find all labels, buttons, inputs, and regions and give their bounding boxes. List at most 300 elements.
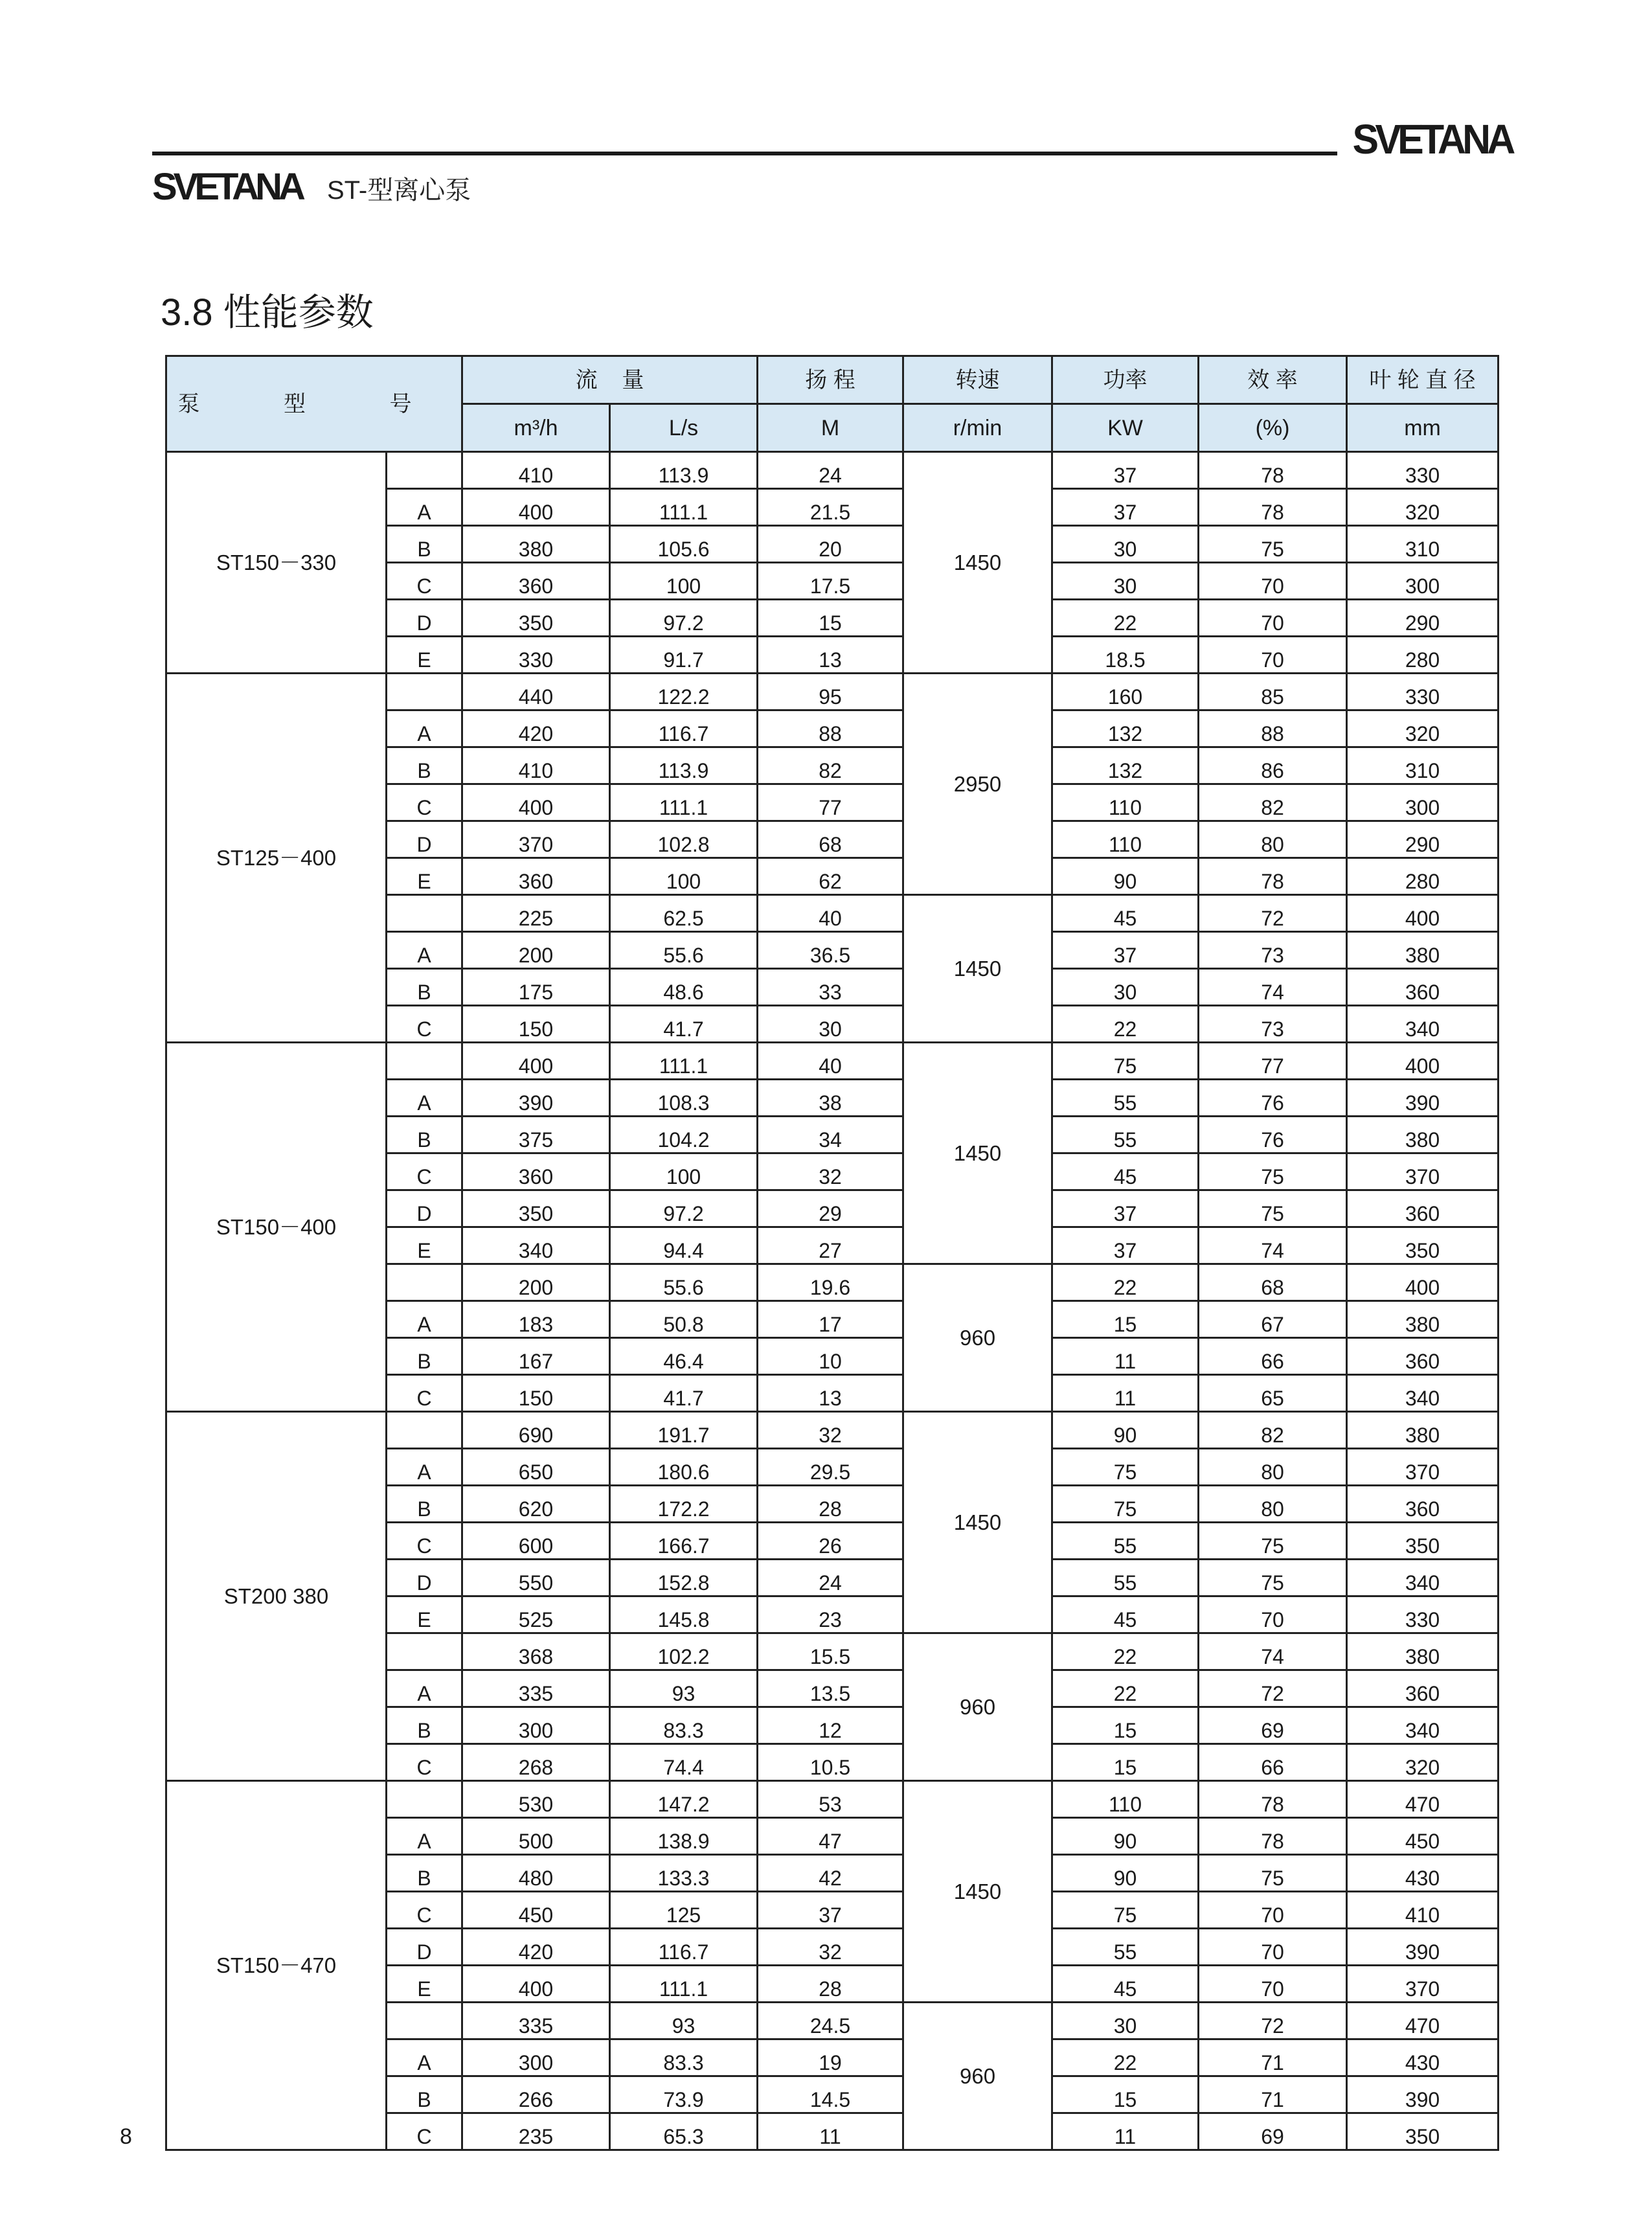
variant-cell: C [387,2113,462,2150]
impeller-cell: 380 [1347,1412,1499,1449]
variant-cell: B [387,969,462,1006]
impeller-cell: 350 [1347,2113,1499,2150]
header-efficiency: 效 率 [1199,356,1347,404]
flow-m3h-cell: 300 [462,1707,610,1744]
efficiency-cell: 70 [1199,1892,1347,1929]
head-cell: 40 [758,895,903,932]
table-row [166,1781,1499,1818]
speed-cell: 1450 [903,1781,1052,2003]
model-name-cell: ST200 380 [166,1412,387,1781]
power-cell: 37 [1052,932,1199,969]
power-cell: 15 [1052,1301,1199,1338]
power-cell: 45 [1052,1966,1199,2003]
power-cell: 30 [1052,2003,1199,2039]
head-cell: 11 [758,2113,903,2150]
flow-ls-cell: 122.2 [610,674,758,710]
flow-m3h-cell: 370 [462,821,610,858]
flow-ls-cell: 147.2 [610,1781,758,1818]
head-cell: 10.5 [758,1744,903,1781]
impeller-cell: 380 [1347,1633,1499,1670]
impeller-cell: 360 [1347,1486,1499,1523]
efficiency-cell: 70 [1199,637,1347,674]
table-row [166,674,1499,710]
impeller-cell: 350 [1347,1227,1499,1264]
head-cell: 32 [758,1412,903,1449]
variant-cell: C [387,563,462,600]
efficiency-cell: 78 [1199,1818,1347,1855]
variant-cell [387,1264,462,1301]
variant-cell: C [387,1375,462,1412]
impeller-cell: 280 [1347,858,1499,895]
power-cell: 30 [1052,563,1199,600]
efficiency-cell: 85 [1199,674,1347,710]
variant-cell: E [387,858,462,895]
impeller-cell: 370 [1347,1449,1499,1486]
flow-ls-cell: 102.8 [610,821,758,858]
variant-cell [387,1781,462,1818]
head-cell: 77 [758,784,903,821]
flow-ls-cell: 138.9 [610,1818,758,1855]
efficiency-cell: 67 [1199,1301,1347,1338]
efficiency-cell: 82 [1199,1412,1347,1449]
flow-m3h-cell: 380 [462,526,610,563]
variant-cell: B [387,2076,462,2113]
variant-cell [387,1412,462,1449]
head-cell: 82 [758,747,903,784]
head-cell: 30 [758,1006,903,1043]
flow-m3h-cell: 150 [462,1006,610,1043]
head-cell: 47 [758,1818,903,1855]
flow-ls-cell: 55.6 [610,1264,758,1301]
power-cell: 11 [1052,2113,1199,2150]
efficiency-cell: 74 [1199,1227,1347,1264]
flow-ls-cell: 111.1 [610,1966,758,2003]
section-title: 3.8 性能参数 [161,291,374,334]
power-cell: 22 [1052,600,1199,637]
variant-cell: B [387,1117,462,1153]
variant-cell [387,895,462,932]
variant-cell: A [387,1670,462,1707]
head-cell: 13 [758,1375,903,1412]
efficiency-cell: 75 [1199,1153,1347,1190]
header-power: 功率 [1052,356,1199,404]
page-number: 8 [120,2124,132,2149]
flow-ls-cell: 50.8 [610,1301,758,1338]
speed-cell: 2950 [903,674,1052,895]
power-cell: 75 [1052,1043,1199,1080]
variant-cell: A [387,1449,462,1486]
efficiency-cell: 80 [1199,1449,1347,1486]
efficiency-cell: 68 [1199,1264,1347,1301]
flow-m3h-cell: 183 [462,1301,610,1338]
flow-ls-cell: 145.8 [610,1596,758,1633]
impeller-cell: 290 [1347,600,1499,637]
impeller-cell: 360 [1347,1670,1499,1707]
flow-ls-cell: 111.1 [610,489,758,526]
impeller-cell: 340 [1347,1707,1499,1744]
flow-ls-cell: 100 [610,563,758,600]
flow-m3h-cell: 525 [462,1596,610,1633]
variant-cell: E [387,1966,462,2003]
flow-m3h-cell: 390 [462,1080,610,1117]
flow-ls-cell: 108.3 [610,1080,758,1117]
model-name-cell: ST150－400 [166,1043,387,1412]
efficiency-cell: 65 [1199,1375,1347,1412]
variant-cell: C [387,1006,462,1043]
efficiency-cell: 70 [1199,1966,1347,2003]
model-name-cell: ST125－400 [166,674,387,1043]
impeller-cell: 430 [1347,2039,1499,2076]
impeller-cell: 380 [1347,1301,1499,1338]
flow-m3h-cell: 600 [462,1523,610,1560]
flow-ls-cell: 111.1 [610,784,758,821]
speed-cell: 1450 [903,1043,1052,1264]
efficiency-cell: 69 [1199,2113,1347,2150]
flow-ls-cell: 91.7 [610,637,758,674]
flow-m3h-cell: 335 [462,1670,610,1707]
head-cell: 34 [758,1117,903,1153]
impeller-cell: 330 [1347,674,1499,710]
impeller-cell: 380 [1347,932,1499,969]
head-cell: 88 [758,710,903,747]
speed-cell: 1450 [903,1412,1052,1633]
efficiency-cell: 78 [1199,452,1347,489]
efficiency-cell: 76 [1199,1117,1347,1153]
flow-ls-cell: 74.4 [610,1744,758,1781]
power-cell: 90 [1052,1818,1199,1855]
head-cell: 21.5 [758,489,903,526]
power-cell: 132 [1052,710,1199,747]
power-cell: 15 [1052,2076,1199,2113]
efficiency-cell: 70 [1199,563,1347,600]
head-cell: 32 [758,1153,903,1190]
unit-power: KW [1052,404,1199,452]
flow-ls-cell: 94.4 [610,1227,758,1264]
flow-m3h-cell: 235 [462,2113,610,2150]
unit-speed: r/min [903,404,1052,452]
impeller-cell: 310 [1347,526,1499,563]
efficiency-cell: 74 [1199,1633,1347,1670]
head-cell: 28 [758,1486,903,1523]
header-speed: 转速 [903,356,1052,404]
variant-cell: E [387,1227,462,1264]
efficiency-cell: 72 [1199,2003,1347,2039]
power-cell: 90 [1052,1855,1199,1892]
variant-cell: A [387,1080,462,1117]
power-cell: 22 [1052,1006,1199,1043]
power-cell: 45 [1052,1153,1199,1190]
flow-ls-cell: 105.6 [610,526,758,563]
variant-cell: B [387,526,462,563]
efficiency-cell: 76 [1199,1080,1347,1117]
header-flow: 流 量 [462,356,758,404]
impeller-cell: 390 [1347,1080,1499,1117]
variant-cell: B [387,1855,462,1892]
flow-m3h-cell: 420 [462,710,610,747]
efficiency-cell: 72 [1199,895,1347,932]
impeller-cell: 340 [1347,1006,1499,1043]
impeller-cell: 430 [1347,1855,1499,1892]
efficiency-cell: 70 [1199,1596,1347,1633]
variant-cell: D [387,1190,462,1227]
efficiency-cell: 72 [1199,1670,1347,1707]
impeller-cell: 450 [1347,1818,1499,1855]
head-cell: 95 [758,674,903,710]
impeller-cell: 310 [1347,747,1499,784]
flow-m3h-cell: 368 [462,1633,610,1670]
head-cell: 32 [758,1929,903,1966]
impeller-cell: 360 [1347,969,1499,1006]
head-cell: 24.5 [758,2003,903,2039]
efficiency-cell: 88 [1199,710,1347,747]
power-cell: 55 [1052,1523,1199,1560]
efficiency-cell: 78 [1199,1781,1347,1818]
efficiency-cell: 80 [1199,1486,1347,1523]
impeller-cell: 300 [1347,784,1499,821]
power-cell: 30 [1052,969,1199,1006]
head-cell: 38 [758,1080,903,1117]
efficiency-cell: 77 [1199,1043,1347,1080]
power-cell: 160 [1052,674,1199,710]
variant-cell: D [387,1929,462,1966]
flow-ls-cell: 104.2 [610,1117,758,1153]
unit-flow-m3h: m³/h [462,404,610,452]
performance-table [165,355,1499,2151]
flow-m3h-cell: 335 [462,2003,610,2039]
flow-m3h-cell: 200 [462,932,610,969]
flow-ls-cell: 180.6 [610,1449,758,1486]
impeller-cell: 340 [1347,1375,1499,1412]
efficiency-cell: 78 [1199,858,1347,895]
variant-cell: A [387,932,462,969]
flow-m3h-cell: 375 [462,1117,610,1153]
flow-m3h-cell: 690 [462,1412,610,1449]
flow-m3h-cell: 300 [462,2039,610,2076]
flow-ls-cell: 48.6 [610,969,758,1006]
head-cell: 13.5 [758,1670,903,1707]
power-cell: 110 [1052,821,1199,858]
power-cell: 22 [1052,1264,1199,1301]
flow-m3h-cell: 175 [462,969,610,1006]
flow-ls-cell: 113.9 [610,747,758,784]
head-cell: 14.5 [758,2076,903,2113]
efficiency-cell: 75 [1199,1523,1347,1560]
head-cell: 15.5 [758,1633,903,1670]
flow-m3h-cell: 350 [462,600,610,637]
efficiency-cell: 69 [1199,1707,1347,1744]
efficiency-cell: 82 [1199,784,1347,821]
speed-cell: 1450 [903,895,1052,1043]
power-cell: 30 [1052,526,1199,563]
table-row [166,1412,1499,1449]
impeller-cell: 350 [1347,1523,1499,1560]
unit-efficiency: (%) [1199,404,1347,452]
head-cell: 12 [758,1707,903,1744]
efficiency-cell: 75 [1199,1855,1347,1892]
flow-ls-cell: 133.3 [610,1855,758,1892]
impeller-cell: 400 [1347,895,1499,932]
power-cell: 132 [1052,747,1199,784]
variant-cell: D [387,821,462,858]
speed-cell: 960 [903,1264,1052,1412]
power-cell: 11 [1052,1338,1199,1375]
head-cell: 36.5 [758,932,903,969]
efficiency-cell: 80 [1199,821,1347,858]
speed-cell: 1450 [903,452,1052,674]
power-cell: 55 [1052,1080,1199,1117]
power-cell: 22 [1052,1670,1199,1707]
impeller-cell: 290 [1347,821,1499,858]
impeller-cell: 370 [1347,1153,1499,1190]
efficiency-cell: 78 [1199,489,1347,526]
head-cell: 62 [758,858,903,895]
flow-ls-cell: 93 [610,2003,758,2039]
impeller-cell: 390 [1347,1929,1499,1966]
flow-ls-cell: 166.7 [610,1523,758,1560]
flow-m3h-cell: 167 [462,1338,610,1375]
flow-m3h-cell: 350 [462,1190,610,1227]
flow-ls-cell: 83.3 [610,1707,758,1744]
power-cell: 37 [1052,489,1199,526]
impeller-cell: 370 [1347,1966,1499,2003]
speed-cell: 960 [903,2003,1052,2150]
impeller-cell: 470 [1347,1781,1499,1818]
impeller-cell: 360 [1347,1190,1499,1227]
flow-m3h-cell: 400 [462,1966,610,2003]
head-cell: 68 [758,821,903,858]
variant-cell: A [387,2039,462,2076]
efficiency-cell: 71 [1199,2039,1347,2076]
impeller-cell: 280 [1347,637,1499,674]
flow-m3h-cell: 400 [462,489,610,526]
power-cell: 22 [1052,2039,1199,2076]
impeller-cell: 330 [1347,452,1499,489]
head-cell: 24 [758,452,903,489]
flow-ls-cell: 93 [610,1670,758,1707]
flow-ls-cell: 100 [610,1153,758,1190]
power-cell: 55 [1052,1560,1199,1596]
flow-m3h-cell: 360 [462,858,610,895]
head-cell: 26 [758,1523,903,1560]
header-head: 扬 程 [758,356,903,404]
efficiency-cell: 71 [1199,2076,1347,2113]
flow-m3h-cell: 410 [462,747,610,784]
efficiency-cell: 75 [1199,1190,1347,1227]
variant-cell: E [387,1596,462,1633]
table-row [166,1043,1499,1080]
flow-ls-cell: 73.9 [610,2076,758,2113]
flow-ls-cell: 41.7 [610,1006,758,1043]
power-cell: 110 [1052,784,1199,821]
variant-cell: C [387,1744,462,1781]
head-cell: 42 [758,1855,903,1892]
efficiency-cell: 74 [1199,969,1347,1006]
head-cell: 17 [758,1301,903,1338]
power-cell: 75 [1052,1892,1199,1929]
flow-ls-cell: 65.3 [610,2113,758,2150]
power-cell: 90 [1052,858,1199,895]
flow-m3h-cell: 530 [462,1781,610,1818]
variant-cell: B [387,1707,462,1744]
flow-ls-cell: 97.2 [610,1190,758,1227]
impeller-cell: 320 [1347,489,1499,526]
efficiency-cell: 73 [1199,932,1347,969]
power-cell: 18.5 [1052,637,1199,674]
head-cell: 17.5 [758,563,903,600]
flow-ls-cell: 97.2 [610,600,758,637]
impeller-cell: 410 [1347,1892,1499,1929]
flow-m3h-cell: 360 [462,1153,610,1190]
impeller-cell: 380 [1347,1117,1499,1153]
brand-logo-left: SVETANA [152,166,302,208]
head-cell: 10 [758,1338,903,1375]
variant-cell: B [387,1338,462,1375]
head-cell: 15 [758,600,903,637]
flow-ls-cell: 116.7 [610,710,758,747]
flow-m3h-cell: 400 [462,1043,610,1080]
flow-m3h-cell: 150 [462,1375,610,1412]
variant-cell: C [387,1523,462,1560]
header-rule [152,152,1337,155]
variant-cell: C [387,1892,462,1929]
impeller-cell: 360 [1347,1338,1499,1375]
head-cell: 33 [758,969,903,1006]
table-row [166,452,1499,489]
head-cell: 23 [758,1596,903,1633]
head-cell: 20 [758,526,903,563]
variant-cell: D [387,600,462,637]
impeller-cell: 340 [1347,1560,1499,1596]
flow-m3h-cell: 225 [462,895,610,932]
table-body [166,452,1499,2150]
unit-impeller: mm [1347,404,1499,452]
flow-ls-cell: 172.2 [610,1486,758,1523]
impeller-cell: 390 [1347,2076,1499,2113]
variant-cell: A [387,1301,462,1338]
flow-ls-cell: 152.8 [610,1560,758,1596]
efficiency-cell: 70 [1199,600,1347,637]
flow-ls-cell: 83.3 [610,2039,758,2076]
model-name-cell: ST150－470 [166,1781,387,2150]
brand-logo-right: SVETANA [1352,116,1512,163]
power-cell: 110 [1052,1781,1199,1818]
impeller-cell: 400 [1347,1043,1499,1080]
head-cell: 24 [758,1560,903,1596]
flow-ls-cell: 111.1 [610,1043,758,1080]
flow-m3h-cell: 550 [462,1560,610,1596]
variant-cell: C [387,1153,462,1190]
variant-cell: C [387,784,462,821]
flow-m3h-cell: 340 [462,1227,610,1264]
product-subtitle: ST-型离心泵 [327,176,471,205]
efficiency-cell: 75 [1199,1560,1347,1596]
flow-m3h-cell: 400 [462,784,610,821]
flow-m3h-cell: 620 [462,1486,610,1523]
variant-cell [387,2003,462,2039]
power-cell: 45 [1052,1596,1199,1633]
power-cell: 11 [1052,1375,1199,1412]
flow-ls-cell: 62.5 [610,895,758,932]
variant-cell [387,674,462,710]
power-cell: 15 [1052,1744,1199,1781]
flow-ls-cell: 41.7 [610,1375,758,1412]
impeller-cell: 320 [1347,1744,1499,1781]
header-row-labels [166,356,1499,404]
header-impeller: 叶 轮 直 径 [1347,356,1499,404]
header-model: 泵 型 号 [166,356,462,452]
head-cell: 40 [758,1043,903,1080]
impeller-cell: 330 [1347,1596,1499,1633]
